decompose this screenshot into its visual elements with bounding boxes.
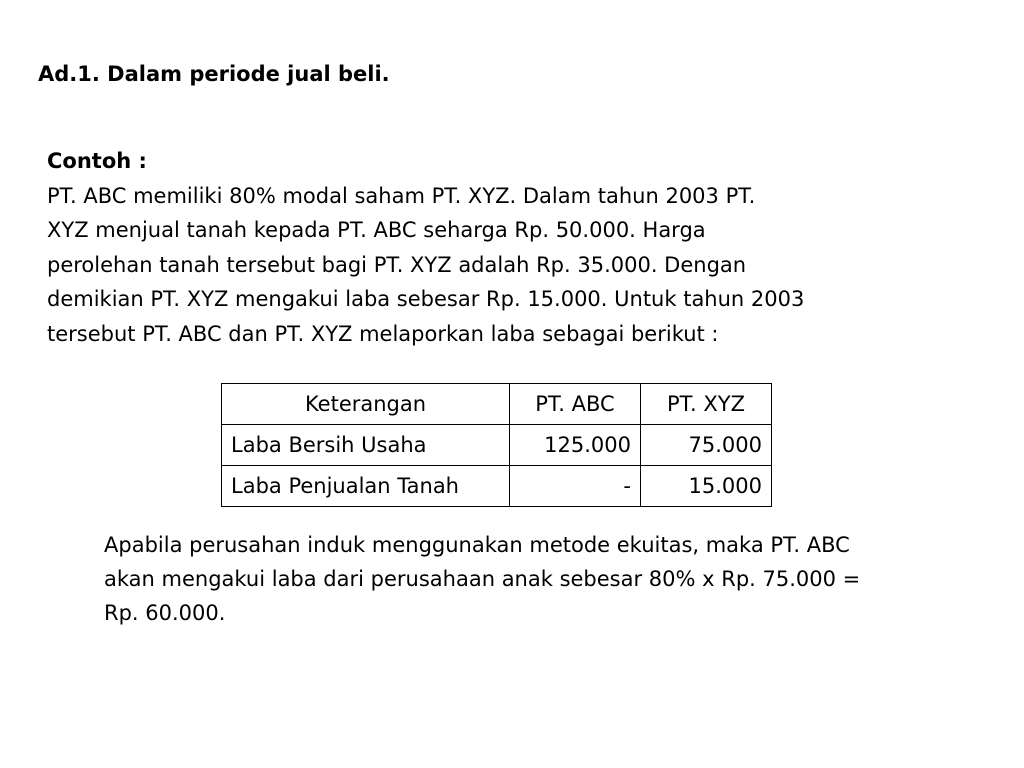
header-pt-xyz: PT. XYZ	[641, 384, 772, 425]
row-1-keterangan: Laba Bersih Usaha	[222, 425, 510, 466]
conclusion-line-1: Apabila perusahan induk menggunakan metode ekuitas, maka PT. ABC	[104, 533, 850, 557]
header-keterangan: Keterangan	[222, 384, 510, 425]
example-line-4: demikian PT. XYZ mengakui laba sebesar Rp. 15.000. Untuk tahun 2003	[47, 287, 805, 311]
row-2-keterangan: Laba Penjualan Tanah	[222, 466, 510, 507]
conclusion-line-2: akan mengakui laba dari perusahaan anak sebesar 80% x Rp. 75.000 =	[104, 567, 861, 591]
example-block	[47, 144, 987, 351]
header-pt-abc: PT. ABC	[510, 384, 641, 425]
row-1-pt-abc: 125.000	[510, 425, 641, 466]
example-line-1: PT. ABC memiliki 80% modal saham PT. XYZ. Dalam tahun 2003 PT.	[47, 183, 756, 208]
table-row	[222, 466, 772, 507]
row-2-pt-abc: -	[510, 466, 641, 507]
conclusion-block	[104, 528, 1014, 630]
example-line-3: perolehan tanah tersebut bagi PT. XYZ adalah Rp. 35.000. Dengan	[47, 252, 747, 277]
example-line-5: tersebut PT. ABC dan PT. XYZ melaporkan laba sebagai berikut :	[47, 321, 719, 346]
table-row	[222, 425, 772, 466]
example-title: Contoh :	[47, 149, 147, 173]
section-heading: Ad.1. Dalam periode jual beli.	[38, 62, 390, 86]
table-header-row	[222, 384, 772, 425]
profit-table	[221, 383, 772, 507]
conclusion-line-3: Rp. 60.000.	[104, 601, 226, 625]
row-1-pt-xyz: 75.000	[641, 425, 772, 466]
example-line-2: XYZ menjual tanah kepada PT. ABC seharga Rp. 50.000. Harga	[47, 218, 706, 242]
row-2-pt-xyz: 15.000	[641, 466, 772, 507]
